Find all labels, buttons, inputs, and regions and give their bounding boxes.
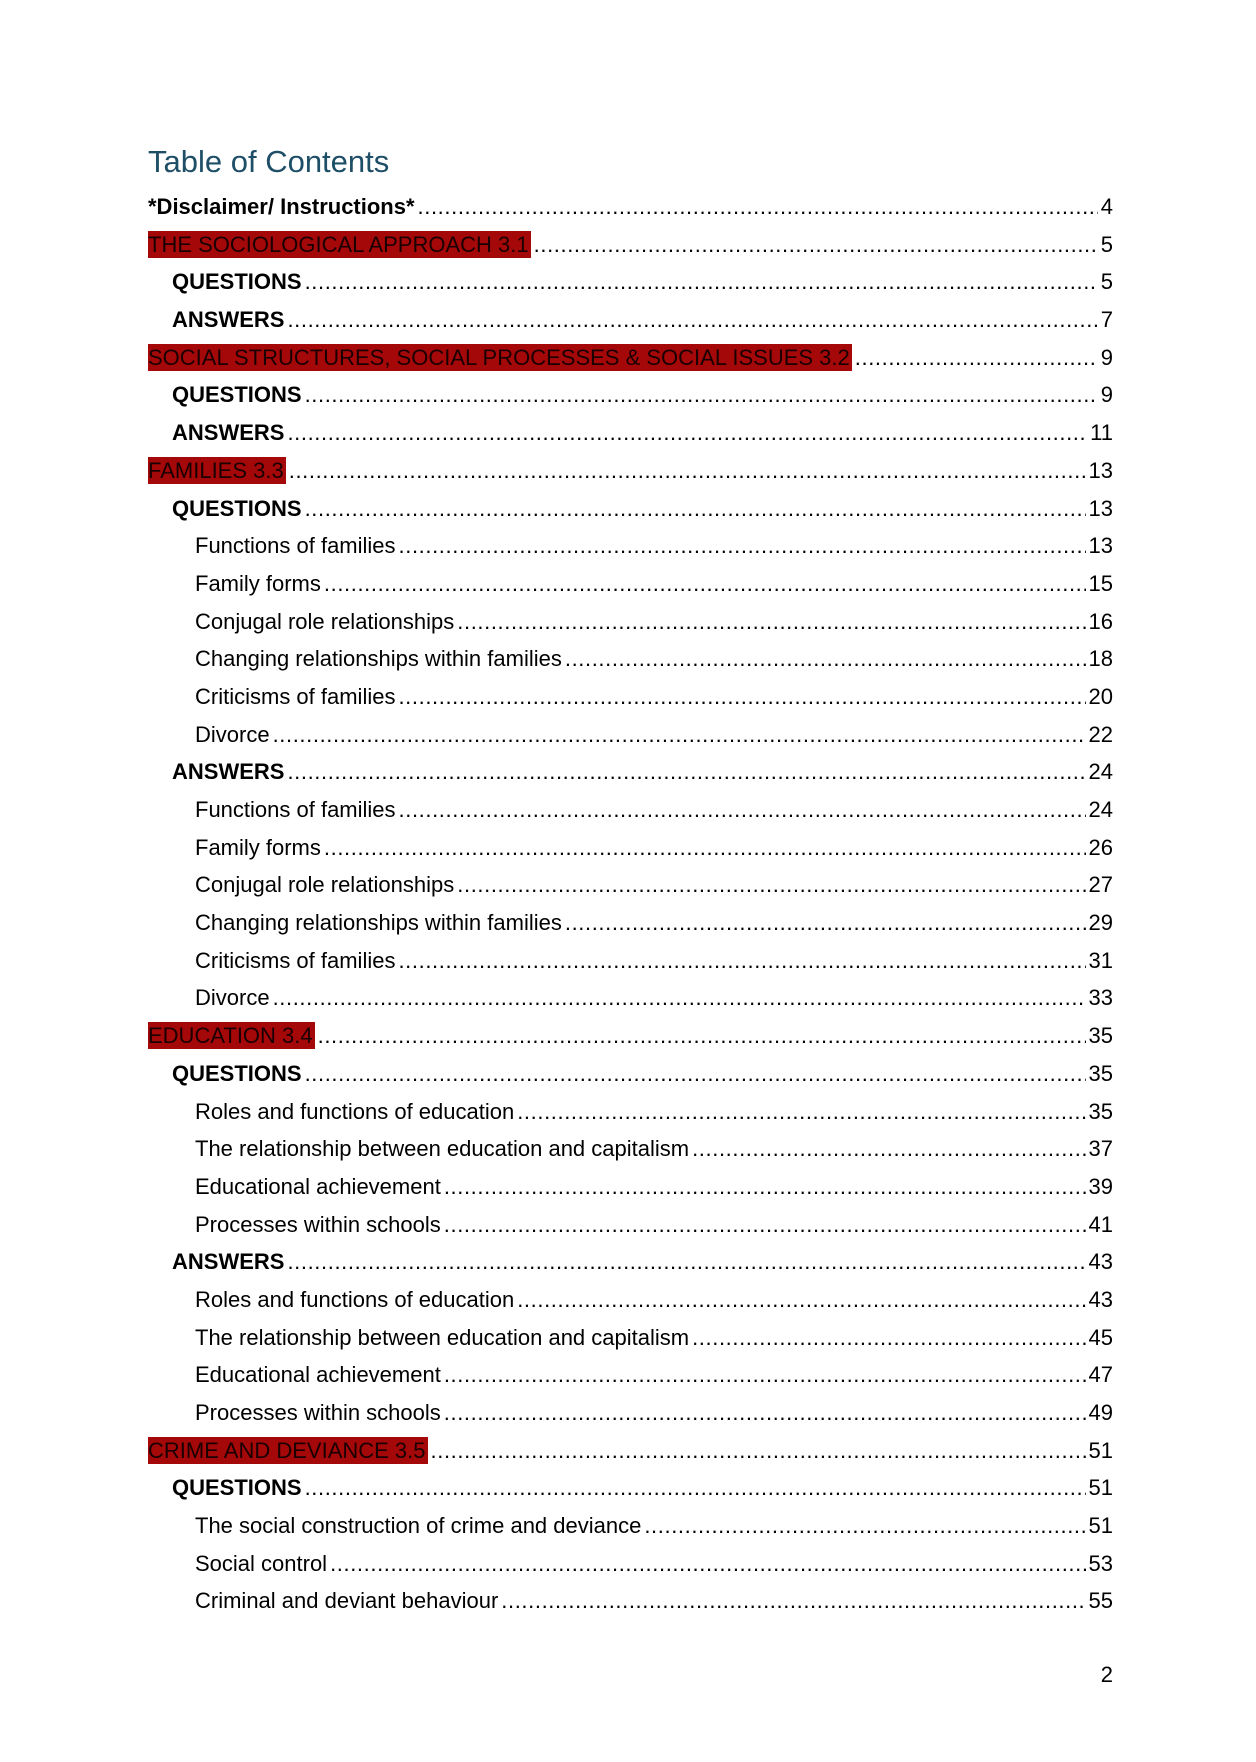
toc-entry[interactable] [148, 1432, 1113, 1470]
toc-entry-page[interactable]: 31 [1088, 947, 1113, 973]
toc-entry-page[interactable]: 43 [1088, 1249, 1113, 1275]
toc-entry-page[interactable]: 22 [1088, 721, 1113, 747]
toc-entry[interactable] [148, 414, 1113, 452]
toc-entry-page[interactable]: 55 [1088, 1588, 1113, 1614]
toc-entry[interactable] [148, 1017, 1113, 1055]
toc-entry-page[interactable]: 53 [1088, 1550, 1113, 1576]
toc-entry-page[interactable]: 27 [1088, 872, 1113, 898]
toc-entry[interactable] [148, 1469, 1113, 1507]
toc-entry[interactable] [148, 226, 1113, 264]
dot-leader [855, 339, 1098, 377]
toc-entry[interactable] [148, 791, 1113, 829]
toc-entry-page[interactable]: 51 [1088, 1475, 1113, 1501]
dot-leader [273, 979, 1086, 1017]
toc-entry-page[interactable]: 16 [1088, 608, 1113, 634]
dot-leader [444, 1206, 1086, 1244]
toc-entry[interactable] [148, 1319, 1113, 1357]
toc-entry[interactable] [148, 1243, 1113, 1281]
toc-entry[interactable] [148, 829, 1113, 867]
toc-entry-text[interactable]: FAMILIES 3.3 [148, 457, 284, 483]
dot-leader [444, 1168, 1086, 1206]
toc-entry-page[interactable]: 39 [1088, 1173, 1113, 1199]
toc-entry[interactable] [148, 1206, 1113, 1244]
dot-leader [305, 376, 1098, 414]
toc-entry[interactable] [148, 565, 1113, 603]
toc-entry-text[interactable]: Changing relationships within families [195, 910, 562, 936]
toc-entry[interactable] [148, 678, 1113, 716]
toc-entry-page[interactable]: 5 [1100, 231, 1113, 257]
toc-entry-page[interactable]: 35 [1088, 1023, 1113, 1049]
toc-entry[interactable] [148, 640, 1113, 678]
toc-entry-text[interactable]: QUESTIONS [172, 269, 302, 295]
toc-entry-page[interactable]: 18 [1088, 646, 1113, 672]
toc-entry[interactable] [148, 1093, 1113, 1131]
dot-leader [287, 414, 1087, 452]
toc-entry[interactable] [148, 1055, 1113, 1093]
toc-entry-text[interactable]: Criminal and deviant behaviour [195, 1588, 499, 1614]
toc-entry[interactable] [148, 603, 1113, 641]
toc-entry[interactable] [148, 452, 1113, 490]
toc-entry-page[interactable]: 51 [1088, 1513, 1113, 1539]
toc-entry-text[interactable]: Family forms [195, 834, 321, 860]
toc-entry-text[interactable]: Processes within schools [195, 1400, 441, 1425]
toc-entry-text[interactable]: ANSWERS [172, 420, 285, 446]
toc-entry-page[interactable]: 9 [1100, 382, 1113, 408]
dot-leader [692, 1130, 1085, 1168]
toc-entry[interactable] [148, 1168, 1113, 1206]
dot-leader [534, 226, 1098, 264]
dot-leader [324, 829, 1086, 867]
toc-entry[interactable] [148, 1507, 1113, 1545]
dot-leader [287, 301, 1097, 339]
toc-entry-page[interactable]: 26 [1088, 834, 1113, 860]
toc-entry[interactable] [148, 904, 1113, 942]
toc-entry-text[interactable]: Criticisms of families [195, 683, 396, 709]
toc-entry-page[interactable]: 24 [1088, 759, 1113, 785]
dot-leader [305, 263, 1098, 301]
toc-entry-text[interactable]: QUESTIONS [172, 495, 302, 521]
dot-leader [305, 490, 1086, 528]
toc-entry-page[interactable]: 7 [1100, 307, 1113, 333]
toc-entry-text[interactable]: ANSWERS [172, 759, 285, 785]
toc-entry[interactable] [148, 490, 1113, 528]
dot-leader [289, 452, 1086, 490]
toc-entry-text[interactable]: Processes within schools [195, 1211, 441, 1237]
toc-entry-text[interactable]: *Disclaimer/ Instructions* [148, 194, 415, 219]
toc-entry-text[interactable]: QUESTIONS [172, 382, 302, 408]
toc-entry[interactable] [148, 942, 1113, 980]
dot-leader [517, 1281, 1085, 1319]
toc-entry-page[interactable]: 37 [1088, 1136, 1113, 1162]
toc-list [148, 188, 1113, 1620]
toc-entry-text[interactable]: Roles and functions of education [195, 1098, 515, 1124]
dot-leader [517, 1093, 1085, 1131]
page-number: 2 [1100, 1662, 1113, 1687]
toc-entry-text[interactable]: Functions of families [195, 797, 396, 822]
toc-entry-text[interactable]: Conjugal role relationships [195, 872, 455, 898]
dot-leader [418, 188, 1098, 226]
toc-entry-page[interactable]: 15 [1088, 570, 1113, 596]
toc-entry[interactable] [148, 979, 1113, 1017]
toc-entry-page[interactable]: 49 [1088, 1400, 1113, 1425]
toc-entry-page[interactable]: 13 [1088, 495, 1113, 521]
dot-leader [305, 1055, 1086, 1093]
toc-entry[interactable] [148, 339, 1113, 377]
toc-entry-text[interactable]: Divorce [195, 985, 270, 1011]
toc-entry-page[interactable]: 4 [1100, 194, 1113, 219]
dot-leader [398, 678, 1085, 716]
dot-leader [444, 1394, 1086, 1432]
dot-leader [444, 1356, 1086, 1394]
toc-entry-text[interactable]: QUESTIONS [172, 1060, 302, 1086]
toc-entry-page[interactable]: 35 [1088, 1060, 1113, 1086]
toc-entry-page[interactable]: 35 [1088, 1098, 1113, 1124]
dot-leader [287, 753, 1085, 791]
toc-entry-text[interactable]: THE SOCIOLOGICAL APPROACH 3.1 [148, 231, 529, 257]
toc-entry-page[interactable]: 45 [1088, 1324, 1113, 1350]
toc-entry[interactable] [148, 376, 1113, 414]
toc-entry-text[interactable]: Roles and functions of education [195, 1286, 515, 1312]
dot-leader [457, 603, 1085, 641]
toc-entry[interactable] [148, 753, 1113, 791]
dot-leader [398, 942, 1085, 980]
toc-entry-page[interactable]: 13 [1088, 457, 1113, 483]
toc-entry-page[interactable]: 43 [1088, 1286, 1113, 1312]
dot-leader [273, 716, 1086, 754]
toc-entry[interactable] [148, 301, 1113, 339]
toc-entry[interactable] [148, 1582, 1113, 1620]
toc-entry-text[interactable]: Educational achievement [195, 1362, 441, 1388]
toc-entry-page[interactable]: 29 [1088, 910, 1113, 936]
toc-entry[interactable] [148, 1281, 1113, 1319]
toc-entry-page[interactable]: 41 [1088, 1211, 1113, 1237]
dot-leader [565, 640, 1086, 678]
toc-entry-text[interactable]: Social control [195, 1550, 328, 1576]
toc-entry[interactable] [148, 1545, 1113, 1583]
toc-entry-page[interactable]: 51 [1088, 1437, 1113, 1463]
dot-leader [305, 1469, 1086, 1507]
toc-entry[interactable] [148, 1130, 1113, 1168]
toc-entry-page[interactable]: 33 [1088, 985, 1113, 1011]
toc-entry-text[interactable]: QUESTIONS [172, 1475, 302, 1501]
dot-leader [457, 866, 1085, 904]
toc-entry-text[interactable]: Functions of families [195, 533, 396, 559]
toc-entry[interactable] [148, 866, 1113, 904]
toc-entry-text[interactable]: ANSWERS [172, 1249, 285, 1275]
dot-leader [565, 904, 1086, 942]
toc-entry-text[interactable]: Criticisms of families [195, 947, 396, 973]
dot-leader [287, 1243, 1085, 1281]
dot-leader [324, 565, 1086, 603]
toc-entry-text[interactable]: Family forms [195, 570, 321, 596]
dot-leader [330, 1545, 1085, 1583]
dot-leader [692, 1319, 1085, 1357]
toc-entry-text[interactable]: The social construction of crime and deviance [195, 1513, 642, 1539]
toc-entry-text[interactable]: The relationship between education and capitalism [195, 1324, 690, 1350]
toc-entry-text[interactable]: CRIME AND DEVIANCE 3.5 [148, 1437, 426, 1463]
toc-entry-page[interactable]: 20 [1088, 683, 1113, 709]
toc-entry-text[interactable]: EDUCATION 3.4 [148, 1023, 313, 1049]
toc-entry[interactable] [148, 1394, 1113, 1432]
dot-leader [399, 791, 1086, 829]
toc-entry-text[interactable]: Divorce [195, 721, 270, 747]
toc-entry[interactable] [148, 527, 1113, 565]
dot-leader [399, 527, 1086, 565]
dot-leader [644, 1507, 1085, 1545]
toc-entry-text[interactable]: Conjugal role relationships [195, 608, 455, 634]
toc-title: Table of Contents [148, 144, 390, 179]
toc-entry-text[interactable]: SOCIAL STRUCTURES, SOCIAL PROCESSES & SOCIAL ISSUES 3.2 [148, 344, 850, 370]
toc-entry-page[interactable]: 11 [1090, 420, 1113, 446]
toc-entry-text[interactable]: The relationship between education and capitalism [195, 1136, 690, 1162]
dot-leader [318, 1017, 1086, 1055]
dot-leader [431, 1432, 1086, 1470]
toc-entry[interactable] [148, 188, 1113, 226]
toc-entry-page[interactable]: 9 [1100, 344, 1113, 370]
toc-entry-page[interactable]: 5 [1100, 269, 1113, 295]
toc-entry-text[interactable]: ANSWERS [172, 307, 285, 333]
toc-entry-text[interactable]: Changing relationships within families [195, 646, 562, 672]
toc-entry[interactable] [148, 1356, 1113, 1394]
toc-entry-page[interactable]: 47 [1088, 1362, 1113, 1388]
toc-entry[interactable] [148, 263, 1113, 301]
toc-entry-page[interactable]: 13 [1088, 533, 1113, 559]
toc-entry[interactable] [148, 716, 1113, 754]
toc-entry-page[interactable]: 24 [1088, 797, 1113, 822]
dot-leader [501, 1582, 1085, 1620]
toc-entry-text[interactable]: Educational achievement [195, 1173, 441, 1199]
